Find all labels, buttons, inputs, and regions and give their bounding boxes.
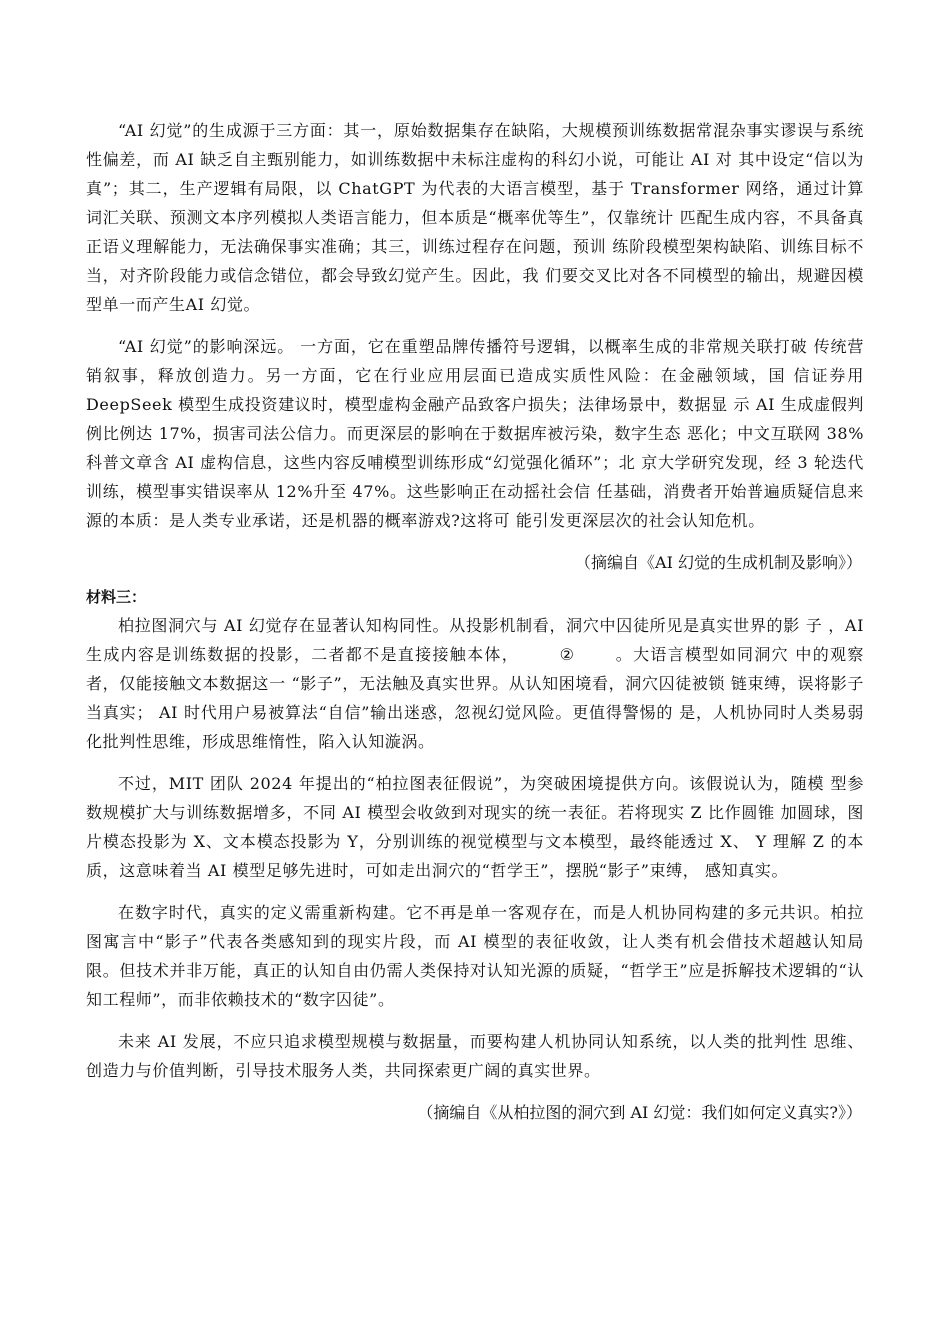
paragraph-plato-cave-part2: 。大语言模型如同洞穴 中的观察者，仅能接触文本数据这一 “影子”，无法触及真实世界。从认知困境看，洞穴囚徒被锁 链束缚，误将影子当真实； AI 时代用户易被算法“自信”输出迷惑，忽视幻觉风险。更值得警惕的 是，人机协同时人类易弱化批判性思维，形成思维惰性，陷入认知漩涡。 — [86, 645, 864, 751]
paragraph-platonic-representation: 不过，MIT 团队 2024 年提出的“柏拉图表征假说”，为突破困境提供方向。该假说认为，随模 型参数规模扩大与训练数据增多，不同 AI 模型会收敛到对现实的统一表征。若将现实 Z 比作圆锥 加圆球，图片模态投影为 X、文本模态投影为 Y，分别训练的视觉模型与文本模型，最终能透过 X、 Y 理解 Z 的本质，这意味着当 AI 模型足够先进时，可如走出洞穴的“哲学王”，摆脱“影子”束缚， 感知真实。 — [86, 774, 864, 880]
fill-in-blank-2: ② — [559, 645, 575, 664]
paragraph-digital-reality: 在数字时代，真实的定义需重新构建。它不再是单一客观存在，而是人机协同构建的多元共识。柏拉图寓言中“影子”代表各类感知到的现实片段，而 AI 模型的表征收敛，让人类有机会借技术超越认知局限。但技术并非万能，真正的认知自由仍需人类保持对认知光源的质疑，“哲学王”应是拆解技术逻辑的“认知工程师”，而非依赖技术的“数字囚徒”。 — [86, 903, 864, 1009]
paragraph-plato-cave-part1: 柏拉图洞穴与 AI 幻觉存在显著认知构同性。从投影机制看，洞穴中囚徒所见是真实世界的影 子 ，AI 生成内容是训练数据的投影，二者都不是直接接触本体， — [86, 616, 864, 664]
source-citation-2: （摘编自《从柏拉图的洞穴到 AI 幻觉：我们如何定义真实?》） — [417, 1103, 862, 1122]
section-heading-material-3: 材料三： — [86, 588, 147, 606]
paragraph-ai-hallucination-causes: “AI 幻觉”的生成源于三方面：其一，原始数据集存在缺陷，大规模预训练数据常混杂事实谬误与系统性偏差，而 AI 缺乏自主甄别能力，如训练数据中未标注虚构的科幻小说，可能让 AI 对 其中设定“信以为真”；其二，生产逻辑有局限，以 ChatGPT 为代表的大语言模型，基于 Transformer 网络，通过计算词汇关联、预测文本序列模拟人类语言能力，但本质是“概率优等生”，仅靠统计 匹配生成内容，不具备真正语义理解能力，无法确保事实准确；其三，训练过程存在问题，预训 练阶段模型架构缺陷、训练目标不当，对齐阶段能力或信念错位，都会导致幻觉产生。因此，我 们要交叉比对各不同模型的输出，规避因模型单一而产生AI 幻觉。 — [86, 121, 864, 314]
paragraph-ai-hallucination-impact: “AI 幻觉”的影响深远。 一方面，它在重塑品牌传播符号逻辑，以概率生成的非常规关联打破 传统营销叙事，释放创造力。另一方面，它在行业应用层面已造成实质性风险：在金融领域，国 信证券用 DeepSeek 模型生成投资建议时，模型虚构金融产品致客户损失；法律场景中，数据显 示 AI 生成虚假判例比例达 17%，损害司法公信力。而更深层的影响在于数据库被污染，数字生态 恶化；中文互联网 38%科普文章含 AI 虚构信息，这些内容反哺模型训练形成“幻觉强化循环”；北 京大学研究发现，经 3 轮迭代训练，模型事实错误率从 12%升至 47%。这些影响正在动摇社会信 任基础，消费者开始普遍质疑信息来源的本质：是人类专业承诺，还是机器的概率游戏?这将可 能引发更深层次的社会认知危机。 — [86, 337, 864, 530]
paragraph-plato-cave — [86, 611, 864, 756]
source-citation-1: （摘编自《AI 幻觉的生成机制及影响》） — [575, 553, 862, 572]
paragraph-future-ai: 未来 AI 发展，不应只追求模型规模与数据量，而要构建人机协同认知系统，以人类的批判性 思维、创造力与价值判断，引导技术服务人类，共同探索更广阔的真实世界。 — [86, 1032, 864, 1080]
